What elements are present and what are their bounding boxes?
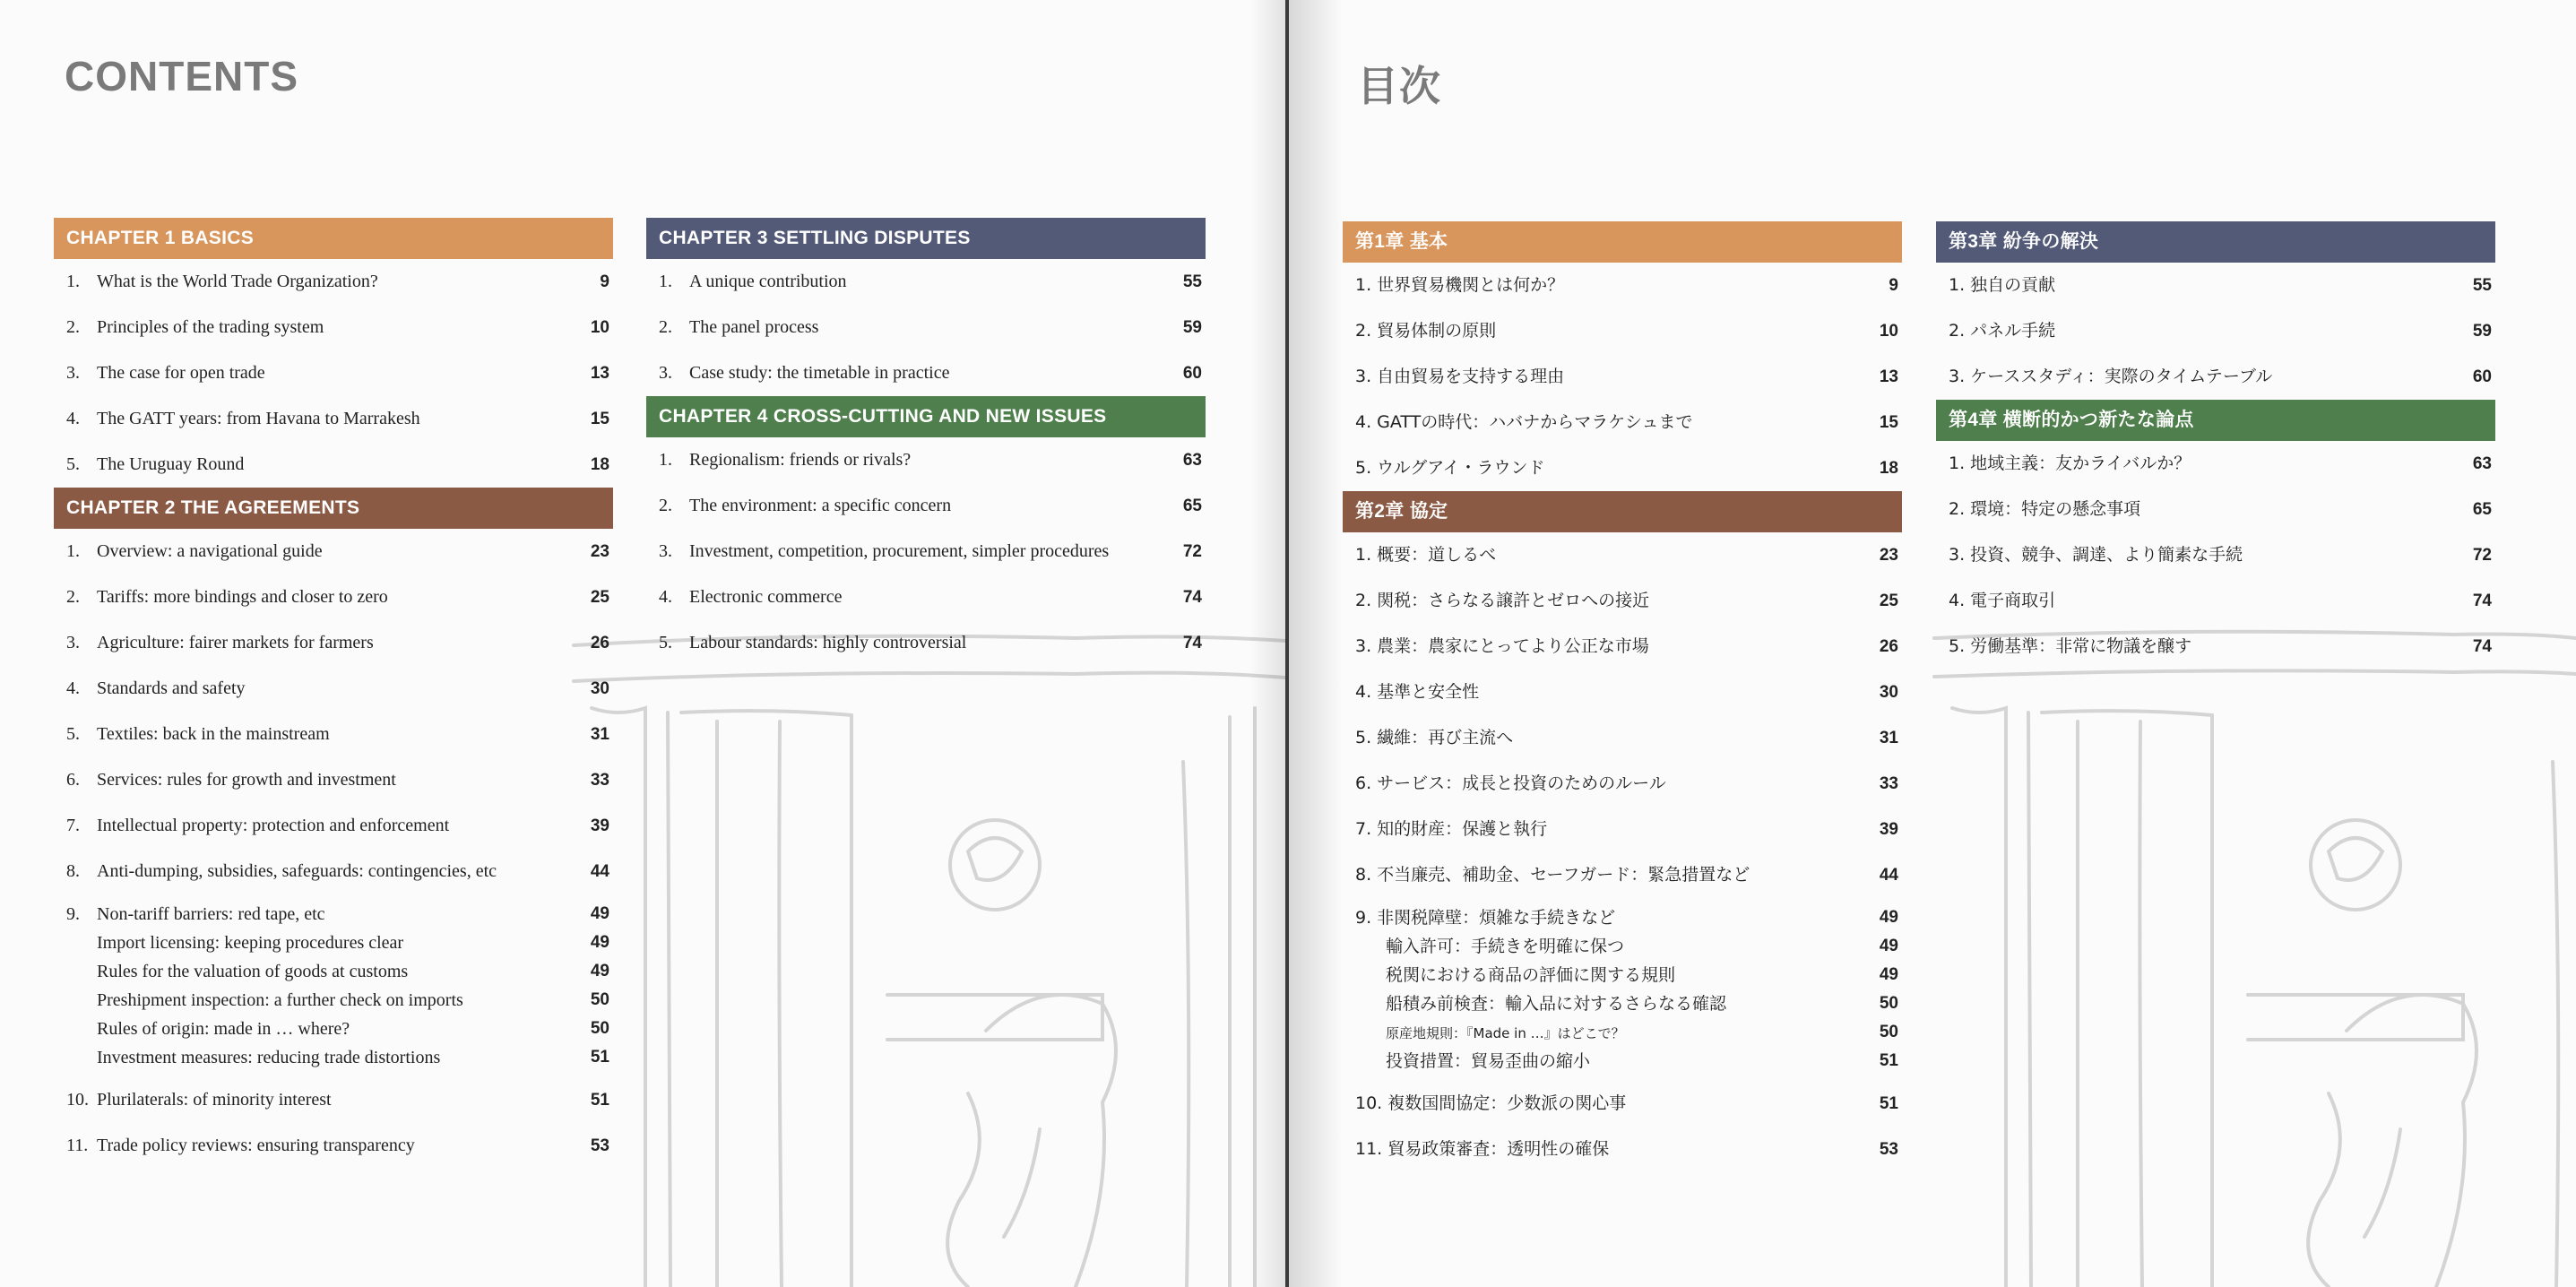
entry-page: 60 bbox=[2472, 367, 2492, 386]
entry-page: 49 bbox=[590, 933, 609, 952]
entry-page: 72 bbox=[1182, 542, 1202, 561]
entry-title: The environment: a specific concern bbox=[689, 496, 952, 515]
toc-entry[interactable] bbox=[1936, 354, 2495, 400]
chapter-2-list bbox=[1343, 532, 1902, 1172]
toc-entry[interactable] bbox=[646, 305, 1206, 350]
entry-page: 63 bbox=[2472, 454, 2492, 473]
entry-number: 3. bbox=[1949, 367, 1966, 386]
toc-entry[interactable] bbox=[646, 350, 1206, 396]
toc-entry[interactable] bbox=[1343, 1081, 1902, 1127]
toc-entry[interactable] bbox=[1343, 807, 1902, 852]
page-title: 目次 bbox=[1357, 63, 1441, 109]
toc-column-2 bbox=[646, 218, 1206, 666]
entry-page: 49 bbox=[590, 962, 609, 980]
toc-entry[interactable] bbox=[54, 350, 613, 396]
entry-page: 31 bbox=[590, 725, 609, 744]
entry-number: 4. bbox=[1949, 591, 1966, 610]
entry-title: Non-tariff barriers: red tape, etc bbox=[97, 904, 325, 924]
entry-number: 8. bbox=[1355, 865, 1372, 885]
entry-page: 49 bbox=[1879, 965, 1898, 984]
toc-entry[interactable] bbox=[1343, 903, 1902, 932]
toc-entry[interactable] bbox=[646, 483, 1206, 529]
toc-entry[interactable] bbox=[1936, 487, 2495, 532]
page-title: CONTENTS bbox=[65, 53, 298, 99]
entry-number: 4. bbox=[1355, 682, 1372, 702]
entry-number: 1. bbox=[1355, 275, 1372, 295]
toc-entry[interactable] bbox=[1343, 852, 1902, 898]
entry-title: 投資、競争、調達、より簡素な手続 bbox=[1970, 545, 2243, 565]
chapter-3-header[interactable]: 第3章 紛争の解決 bbox=[1936, 221, 2495, 263]
entry-title: サービス：成長と投資のためのルール bbox=[1377, 773, 1666, 793]
toc-entry[interactable] bbox=[646, 529, 1206, 574]
entry-title: Overview: a navigational guide bbox=[97, 541, 323, 561]
entry-page: 25 bbox=[590, 588, 609, 607]
entry-title: 関税：さらなる譲許とゼロへの接近 bbox=[1377, 591, 1650, 610]
entry-page: 26 bbox=[1879, 637, 1898, 656]
entry-page: 59 bbox=[2472, 322, 2492, 341]
entry-title: 農業：農家にとってより公正な市場 bbox=[1377, 636, 1649, 656]
entry-number: 1. bbox=[659, 272, 672, 291]
subentry-title: 税関における商品の評価に関する規則 bbox=[1386, 965, 1676, 985]
entry-title: 環境：特定の懸念事項 bbox=[1970, 499, 2141, 519]
entry-page: 13 bbox=[1879, 367, 1898, 386]
entry-page: 49 bbox=[590, 904, 609, 923]
entry-number: 11. bbox=[66, 1136, 89, 1155]
entry-title: ウルグアイ・ラウンド bbox=[1377, 458, 1545, 478]
toc-entry[interactable] bbox=[54, 1123, 613, 1169]
entry-page: 74 bbox=[1182, 634, 1202, 652]
entry-title: パネル手続 bbox=[1970, 321, 2056, 341]
entry-page: 65 bbox=[1182, 497, 1202, 515]
entry-number: 1. bbox=[1949, 275, 1966, 295]
toc-entry[interactable] bbox=[1936, 578, 2495, 624]
entry-page: 18 bbox=[590, 455, 609, 474]
entry-number: 7. bbox=[66, 816, 80, 835]
entry-number: 9. bbox=[66, 904, 80, 924]
entry-page: 9 bbox=[600, 272, 609, 291]
entry-title: 地域主義：友かライバルか？ bbox=[1970, 453, 2191, 473]
toc-column-2 bbox=[1936, 221, 2495, 669]
entry-number: 3. bbox=[1355, 367, 1372, 386]
entry-title: The case for open trade bbox=[97, 363, 265, 383]
entry-page: 18 bbox=[1879, 459, 1898, 478]
toc-subentry[interactable] bbox=[1343, 961, 1902, 989]
page-right bbox=[1289, 0, 2576, 1287]
entry-page: 33 bbox=[1879, 774, 1898, 793]
entry-page: 51 bbox=[1879, 1094, 1898, 1113]
entry-number: 2. bbox=[66, 587, 80, 607]
toc-entry[interactable] bbox=[54, 396, 613, 442]
entry-page: 51 bbox=[1879, 1051, 1898, 1070]
entry-page: 60 bbox=[1182, 364, 1202, 383]
toc-entry[interactable] bbox=[54, 849, 613, 894]
entry-number: 2. bbox=[1949, 321, 1966, 341]
toc-entry[interactable] bbox=[1343, 1127, 1902, 1172]
entry-page: 10 bbox=[1879, 322, 1898, 341]
entry-title: The GATT years: from Havana to Marrakesh bbox=[97, 409, 420, 428]
toc-entry[interactable] bbox=[1343, 308, 1902, 354]
entry-page: 26 bbox=[590, 634, 609, 652]
entry-page: 49 bbox=[1879, 908, 1898, 927]
subentry-title: Preshipment inspection: a further check on imports bbox=[97, 990, 463, 1010]
entry-page: 25 bbox=[1879, 592, 1898, 610]
entry-page: 13 bbox=[590, 364, 609, 383]
page-left bbox=[0, 0, 1285, 1287]
entry-title: Agriculture: fairer markets for farmers bbox=[97, 633, 374, 652]
entry-title: Trade policy reviews: ensuring transparency bbox=[97, 1136, 415, 1155]
entry-page: 23 bbox=[590, 542, 609, 561]
toc-entry[interactable] bbox=[1936, 308, 2495, 354]
toc-entry[interactable] bbox=[1936, 624, 2495, 669]
toc-entry[interactable] bbox=[54, 712, 613, 757]
entry-page: 23 bbox=[1879, 546, 1898, 565]
entry-number: 2. bbox=[1355, 591, 1372, 610]
entry-page: 53 bbox=[1879, 1140, 1898, 1159]
entry-page: 50 bbox=[590, 1019, 609, 1038]
subentry-title: 船積み前検査：輸入品に対するさらなる確認 bbox=[1386, 994, 1727, 1014]
toc-subentry[interactable] bbox=[54, 986, 613, 1015]
entry-title: Textiles: back in the mainstream bbox=[97, 724, 330, 744]
toc-entry[interactable] bbox=[1343, 400, 1902, 445]
chapter-3-list bbox=[646, 259, 1206, 396]
entry-page: 74 bbox=[2472, 637, 2492, 656]
entry-page: 50 bbox=[1879, 994, 1898, 1013]
entry-title: Regionalism: friends or rivals? bbox=[689, 450, 912, 470]
entry-number: 2. bbox=[1355, 321, 1372, 341]
entry-title: 世界貿易機関とは何か？ bbox=[1377, 275, 1565, 295]
entry-title: Intellectual property: protection and enforcement bbox=[97, 816, 450, 835]
entry-page: 15 bbox=[590, 410, 609, 428]
entry-title: 知的財産：保護と執行 bbox=[1377, 819, 1548, 839]
entry-page: 33 bbox=[590, 771, 609, 790]
entry-page: 30 bbox=[1879, 683, 1898, 702]
entry-page: 51 bbox=[590, 1048, 609, 1067]
entry-title: Case study: the timetable in practice bbox=[689, 363, 950, 383]
toc-entry[interactable] bbox=[54, 305, 613, 350]
entry-page: 74 bbox=[2472, 592, 2492, 610]
entry-title: The Uruguay Round bbox=[97, 454, 245, 474]
entry-number: 3. bbox=[659, 363, 672, 383]
chapter-3-list bbox=[1936, 263, 2495, 400]
entry-number: 2. bbox=[659, 317, 672, 337]
chapter-2-header[interactable]: CHAPTER 2 THE AGREEMENTS bbox=[54, 488, 613, 529]
subentry-title: Rules of origin: made in … where? bbox=[97, 1019, 350, 1039]
entry-number: 10. bbox=[66, 1090, 89, 1110]
entry-page: 15 bbox=[1879, 413, 1898, 432]
toc-entry[interactable] bbox=[1343, 761, 1902, 807]
toc-entry[interactable] bbox=[1936, 441, 2495, 487]
entry-number: 3. bbox=[66, 363, 80, 383]
entry-number: 8. bbox=[66, 861, 80, 881]
entry-title: Investment, competition, procurement, simpler procedures bbox=[689, 541, 1110, 561]
toc-entry[interactable] bbox=[646, 259, 1206, 305]
toc-subentry[interactable] bbox=[54, 957, 613, 986]
toc-entry[interactable] bbox=[1343, 354, 1902, 400]
entry-number: 3. bbox=[66, 633, 80, 652]
entry-number: 9. bbox=[1355, 908, 1372, 928]
chapter-4-list bbox=[646, 437, 1206, 666]
entry-title: 繊維：再び主流へ bbox=[1377, 728, 1514, 747]
entry-number: 1. bbox=[1949, 453, 1966, 473]
entry-title: 貿易体制の原則 bbox=[1377, 321, 1497, 341]
toc-subentry[interactable] bbox=[1343, 1047, 1902, 1075]
entry-title: The panel process bbox=[689, 317, 819, 337]
chapter-2-list bbox=[54, 529, 613, 1169]
entry-title: 非関税障壁：煩雑な手続きなど bbox=[1377, 908, 1616, 928]
entry-title: Standards and safety bbox=[97, 678, 246, 698]
entry-page: 31 bbox=[1879, 729, 1898, 747]
entry-number: 10. bbox=[1355, 1093, 1383, 1113]
entry-number: 4. bbox=[659, 587, 672, 607]
entry-page: 10 bbox=[590, 318, 609, 337]
chapter-1-list bbox=[1343, 263, 1902, 491]
entry-page: 39 bbox=[1879, 820, 1898, 839]
entry-page: 53 bbox=[590, 1136, 609, 1155]
toc-subentry[interactable] bbox=[1343, 932, 1902, 961]
toc-entry[interactable] bbox=[1343, 263, 1902, 308]
toc-entry[interactable] bbox=[54, 666, 613, 712]
entry-number: 2. bbox=[659, 496, 672, 515]
toc-entry[interactable] bbox=[54, 757, 613, 803]
entry-title: 自由貿易を支持する理由 bbox=[1377, 367, 1565, 386]
subentry-title: Import licensing: keeping procedures clear bbox=[97, 933, 404, 953]
entry-number: 3. bbox=[1355, 636, 1372, 656]
subentry-title: Rules for the valuation of goods at customs bbox=[97, 962, 409, 981]
entry-number: 3. bbox=[1949, 545, 1966, 565]
subentry-title: Investment measures: reducing trade distortions bbox=[97, 1048, 441, 1067]
entry-number: 1. bbox=[66, 541, 80, 561]
entry-title: 概要：道しるべ bbox=[1377, 545, 1497, 565]
entry-title: 複数国間協定：少数派の関心事 bbox=[1387, 1093, 1627, 1113]
entry-page: 50 bbox=[590, 990, 609, 1009]
toc-column-1 bbox=[1343, 221, 1902, 1172]
toc-entry[interactable] bbox=[1343, 669, 1902, 715]
entry-number: 5. bbox=[1355, 458, 1372, 478]
entry-title: ケーススタディ：実際のタイムテーブル bbox=[1970, 367, 2273, 386]
entry-title: 貿易政策審査：透明性の確保 bbox=[1387, 1139, 1610, 1159]
spine-shadow bbox=[1289, 0, 1343, 1287]
chapter-1-list bbox=[54, 259, 613, 488]
toc-entry[interactable] bbox=[1343, 445, 1902, 491]
entry-title: 不当廉売、補助金、セーフガード：緊急措置など bbox=[1377, 865, 1750, 885]
chapter-1-header[interactable]: CHAPTER 1 BASICS bbox=[54, 218, 613, 259]
chapter-4-header[interactable]: 第4章 横断的かつ新たな論点 bbox=[1936, 400, 2495, 441]
entry-title: 労働基準：非常に物議を醸す bbox=[1970, 636, 2192, 656]
toc-entry[interactable] bbox=[1343, 532, 1902, 578]
entry-page: 65 bbox=[2472, 500, 2492, 519]
entry-number: 6. bbox=[66, 770, 80, 790]
entry-page: 39 bbox=[590, 816, 609, 835]
entry-number: 4. bbox=[1355, 412, 1372, 432]
toc-entry[interactable] bbox=[1343, 624, 1902, 669]
entry-number: 5. bbox=[66, 454, 80, 474]
toc-entry[interactable] bbox=[1343, 715, 1902, 761]
entry-title: Anti-dumping, subsidies, safeguards: contingencies, etc bbox=[97, 861, 497, 881]
entry-number: 4. bbox=[66, 409, 80, 428]
toc-entry[interactable] bbox=[54, 529, 613, 574]
entry-page: 59 bbox=[1182, 318, 1202, 337]
entry-title: What is the World Trade Organization? bbox=[97, 272, 378, 291]
entry-number: 5. bbox=[1355, 728, 1372, 747]
toc-subentry[interactable] bbox=[54, 1043, 613, 1072]
toc-entry[interactable] bbox=[54, 620, 613, 666]
toc-entry[interactable] bbox=[1936, 532, 2495, 578]
chapter-3-header[interactable]: CHAPTER 3 SETTLING DISPUTES bbox=[646, 218, 1206, 259]
toc-entry[interactable] bbox=[646, 574, 1206, 620]
toc-entry[interactable] bbox=[646, 437, 1206, 483]
entry-title: Labour standards: highly controversial bbox=[689, 633, 967, 652]
entry-number: 2. bbox=[66, 317, 80, 337]
entry-number: 2. bbox=[1949, 499, 1966, 519]
entry-number: 11. bbox=[1355, 1139, 1383, 1159]
entry-title: GATTの時代：ハバナからマラケシュまで bbox=[1377, 412, 1693, 432]
entry-number: 3. bbox=[659, 541, 672, 561]
toc-entry[interactable] bbox=[54, 1077, 613, 1123]
subentry-title: 輸入許可：手続きを明確に保つ bbox=[1386, 937, 1625, 956]
toc-subentry[interactable] bbox=[54, 1015, 613, 1043]
toc-entry[interactable] bbox=[1343, 578, 1902, 624]
entry-page: 30 bbox=[590, 679, 609, 698]
entry-title: 電子商取引 bbox=[1970, 591, 2056, 610]
toc-column-1 bbox=[54, 218, 613, 1169]
entry-number: 6. bbox=[1355, 773, 1372, 793]
entry-title: Tariffs: more bindings and closer to zero bbox=[97, 587, 388, 607]
toc-subentry[interactable] bbox=[1343, 989, 1902, 1018]
entry-page: 44 bbox=[1879, 866, 1898, 885]
chapter-1-header[interactable]: 第1章 基本 bbox=[1343, 221, 1902, 263]
spine-shadow bbox=[1249, 0, 1285, 1287]
chapter-4-list bbox=[1936, 441, 2495, 669]
toc-entry[interactable] bbox=[646, 620, 1206, 666]
toc-entry[interactable] bbox=[54, 259, 613, 305]
entry-number: 4. bbox=[66, 678, 80, 698]
entry-page: 74 bbox=[1182, 588, 1202, 607]
entry-number: 7. bbox=[1355, 819, 1372, 839]
entry-title: Electronic commerce bbox=[689, 587, 843, 607]
entry-title: A unique contribution bbox=[689, 272, 847, 291]
entry-page: 49 bbox=[1879, 937, 1898, 955]
toc-subentry[interactable] bbox=[1343, 1018, 1902, 1047]
toc-subentry[interactable] bbox=[54, 929, 613, 957]
toc-entry[interactable] bbox=[1936, 263, 2495, 308]
entry-number: 5. bbox=[659, 633, 672, 652]
entry-page: 55 bbox=[1182, 272, 1202, 291]
entry-number: 5. bbox=[1949, 636, 1966, 656]
toc-entry[interactable] bbox=[54, 803, 613, 849]
subentry-title: 原産地規則：『Made in …』はどこで？ bbox=[1386, 1025, 1625, 1041]
toc-entry[interactable] bbox=[54, 900, 613, 929]
entry-page: 9 bbox=[1889, 276, 1898, 295]
entry-page: 63 bbox=[1182, 451, 1202, 470]
entry-number: 1. bbox=[66, 272, 80, 291]
entry-title: 基準と安全性 bbox=[1377, 682, 1480, 702]
entry-page: 44 bbox=[590, 862, 609, 881]
toc-entry[interactable] bbox=[54, 574, 613, 620]
chapter-2-header[interactable]: 第2章 協定 bbox=[1343, 491, 1902, 532]
entry-title: 独自の貢献 bbox=[1970, 275, 2056, 295]
entry-page: 50 bbox=[1879, 1023, 1898, 1041]
entry-number: 5. bbox=[66, 724, 80, 744]
chapter-4-header[interactable]: CHAPTER 4 CROSS-CUTTING AND NEW ISSUES bbox=[646, 396, 1206, 437]
entry-page: 72 bbox=[2472, 546, 2492, 565]
subentry-title: 投資措置：貿易歪曲の縮小 bbox=[1386, 1051, 1591, 1071]
entry-number: 1. bbox=[659, 450, 672, 470]
entry-page: 51 bbox=[590, 1091, 609, 1110]
entry-title: Plurilaterals: of minority interest bbox=[97, 1090, 332, 1110]
entry-title: Services: rules for growth and investment bbox=[97, 770, 396, 790]
entry-number: 1. bbox=[1355, 545, 1372, 565]
toc-entry[interactable] bbox=[54, 442, 613, 488]
entry-page: 55 bbox=[2472, 276, 2492, 295]
entry-title: Principles of the trading system bbox=[97, 317, 324, 337]
